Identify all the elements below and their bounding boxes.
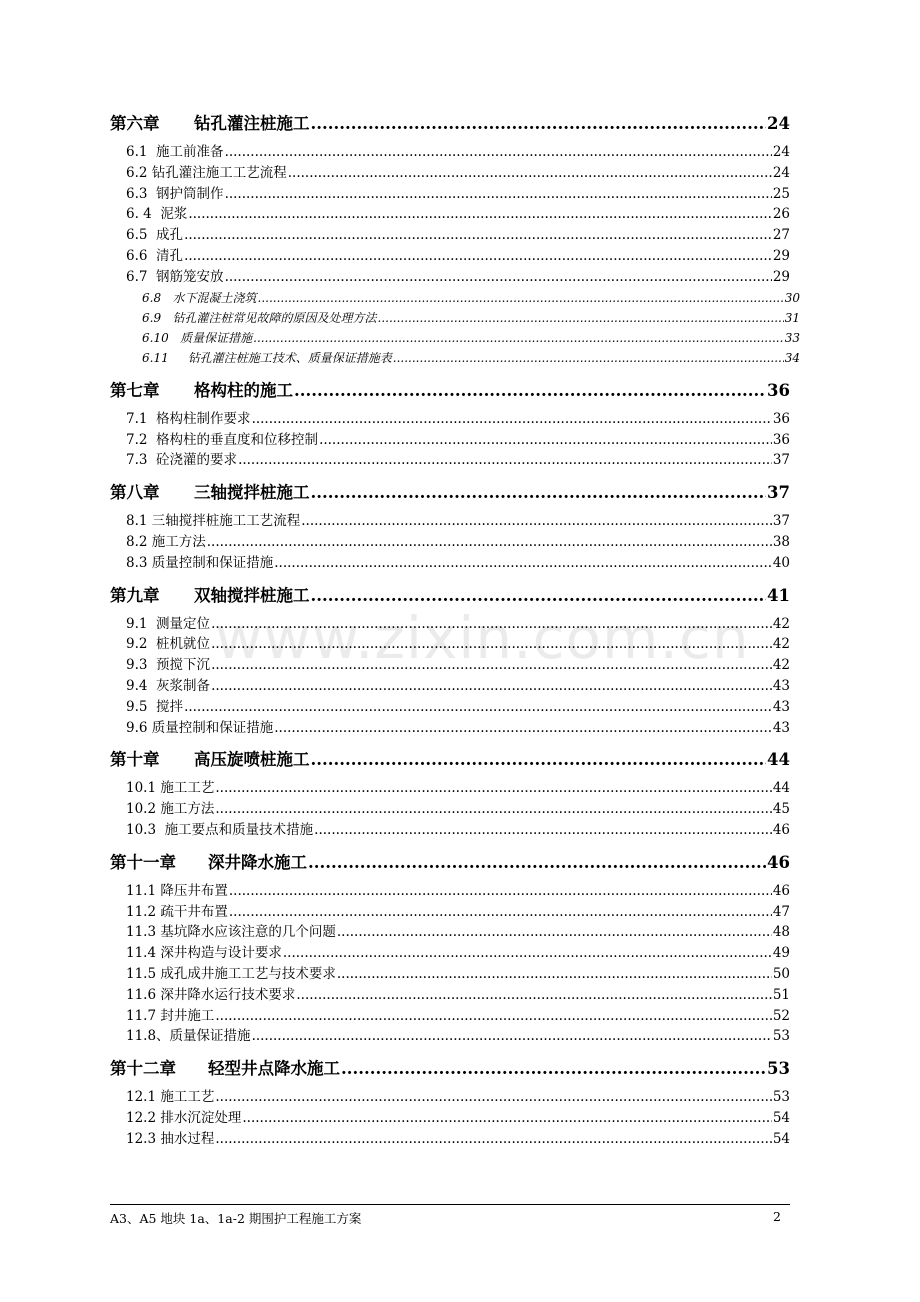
section-page-number: 42 — [772, 636, 790, 653]
chapter-label — [110, 851, 307, 875]
section-label: 11.2 疏干井布置 — [126, 903, 228, 920]
toc-section-entry[interactable] — [110, 246, 790, 267]
dot-leader — [311, 584, 767, 608]
toc-section-entry[interactable] — [110, 511, 790, 532]
toc-section-entry[interactable] — [110, 204, 790, 225]
chapter-number: 第六章 — [110, 114, 160, 133]
section-label: 11.4 深井构造与设计要求 — [126, 945, 282, 962]
dot-leader — [242, 1108, 771, 1129]
section-page-number: 27 — [772, 227, 790, 244]
chapter-title: 钻孔灌注桩施工 — [194, 114, 310, 133]
toc-section-entry[interactable] — [110, 1006, 790, 1027]
dot-leader — [225, 184, 772, 205]
toc-section-entry[interactable] — [110, 288, 800, 308]
section-label: 9.4 灰浆制备 — [126, 677, 211, 694]
dot-leader — [314, 820, 772, 841]
dot-leader — [184, 697, 772, 718]
chapter-page-number: 24 — [767, 114, 790, 133]
section-label: 7.3 砼浇灌的要求 — [126, 452, 238, 469]
section-label: 9.3 预搅下沉 — [126, 657, 211, 674]
dot-leader — [215, 1087, 771, 1108]
section-page-number: 30 — [784, 290, 800, 305]
dot-leader — [211, 655, 772, 676]
toc-chapter-entry[interactable] — [110, 1057, 790, 1081]
section-page-number: 42 — [772, 657, 790, 674]
dot-leader — [393, 348, 784, 368]
dot-leader — [215, 799, 771, 820]
dot-leader — [252, 409, 772, 430]
toc-section-entry[interactable] — [110, 881, 790, 902]
toc-section-entry[interactable] — [110, 697, 790, 718]
toc-section-entry[interactable] — [110, 964, 790, 985]
dot-leader — [319, 430, 772, 451]
section-label: 6.1 施工前准备 — [126, 144, 224, 160]
section-page-number: 51 — [772, 986, 790, 1003]
dot-leader — [184, 225, 772, 246]
section-label: 6.5 成孔 — [126, 227, 184, 244]
section-page-number: 26 — [772, 206, 790, 223]
section-label: 6.8 水下混凝土浇筑 — [142, 290, 257, 305]
section-label: 6.10 质量保证措施 — [142, 331, 253, 346]
toc-section-entry[interactable] — [110, 532, 790, 553]
footer-divider — [110, 1204, 790, 1205]
toc-chapter-entry[interactable] — [110, 481, 790, 505]
section-page-number: 24 — [772, 164, 790, 181]
toc-section-entry[interactable] — [110, 655, 790, 676]
toc-section-entry[interactable] — [110, 430, 790, 451]
spacer — [110, 369, 790, 379]
dot-leader — [215, 1006, 771, 1027]
section-label: 12.1 施工工艺 — [126, 1089, 215, 1106]
section-page-number: 52 — [772, 1007, 790, 1024]
section-page-number: 47 — [772, 903, 790, 920]
dot-leader — [311, 481, 767, 505]
chapter-title: 轻型井点降水施工 — [208, 1059, 340, 1079]
dot-leader — [274, 553, 772, 574]
chapter-page-number: 46 — [767, 852, 790, 872]
section-label: 7.2 格构柱的垂直度和位移控制 — [126, 431, 319, 448]
toc-section-entry[interactable] — [110, 1087, 790, 1108]
section-page-number: 49 — [772, 945, 790, 962]
section-label: 6.9 钻孔灌注桩常见故障的原因及处理方法 — [142, 310, 377, 325]
toc-section-entry[interactable] — [110, 799, 790, 820]
chapter-title: 双轴搅拌桩施工 — [194, 585, 310, 605]
section-label: 9.6 质量控制和保证措施 — [126, 719, 274, 736]
chapter-label — [110, 379, 293, 403]
chapter-number: 第十章 — [110, 750, 160, 770]
section-label: 6.2 钻孔灌注施工工艺流程 — [126, 164, 287, 181]
dot-leader — [294, 379, 766, 403]
toc-section-entry[interactable] — [110, 634, 790, 655]
section-page-number: 48 — [772, 924, 790, 941]
toc-chapter-entry[interactable] — [110, 584, 790, 608]
spacer — [110, 841, 790, 851]
dot-leader — [225, 142, 772, 163]
chapter-page-number: 53 — [767, 1059, 790, 1079]
section-label: 11.8、质量保证措施 — [126, 1028, 251, 1045]
dot-leader — [211, 676, 772, 697]
chapter-label — [110, 748, 310, 772]
toc-section-entry[interactable] — [110, 902, 790, 923]
toc-section-entry[interactable] — [110, 225, 790, 246]
section-label: 8.1 三轴搅拌桩施工工艺流程 — [126, 513, 301, 530]
section-page-number: 24 — [772, 144, 790, 160]
toc-section-entry[interactable] — [110, 308, 800, 328]
toc-section-entry[interactable] — [110, 184, 790, 205]
dot-leader — [207, 532, 772, 553]
dot-leader — [211, 614, 772, 635]
dot-leader — [184, 246, 772, 267]
toc-section-entry[interactable] — [110, 409, 790, 430]
section-label: 6. 4 泥浆 — [126, 206, 188, 223]
chapter-number: 第七章 — [110, 380, 160, 400]
dot-leader — [378, 308, 784, 328]
section-page-number: 42 — [772, 615, 790, 632]
section-label: 10.3 施工要点和质量技术措施 — [126, 821, 314, 838]
section-label: 11.3 基坑降水应该注意的几个问题 — [126, 924, 336, 941]
toc-section-entry[interactable] — [110, 267, 790, 288]
section-label: 6.6 清孔 — [126, 247, 184, 264]
section-page-number: 43 — [772, 719, 790, 736]
toc-chapter-entry[interactable] — [110, 748, 790, 772]
chapter-page-number: 44 — [767, 750, 790, 770]
toc-section-entry[interactable] — [110, 328, 800, 348]
footer-document-title: A3、A5 地块 1a、1a-2 期围护工程施工方案 — [110, 1211, 362, 1226]
watermark: www.zixin.com.cn — [215, 604, 750, 672]
section-page-number: 36 — [772, 410, 790, 427]
dot-leader — [301, 511, 772, 532]
section-label: 6.7 钢筋笼安放 — [126, 268, 224, 285]
section-label: 10.1 施工工艺 — [126, 780, 215, 797]
toc-section-entry[interactable] — [110, 348, 800, 368]
chapter-label — [110, 112, 310, 136]
section-page-number: 37 — [772, 452, 790, 469]
section-label: 10.2 施工方法 — [126, 801, 215, 818]
chapter-title: 格构柱的施工 — [194, 380, 293, 400]
section-page-number: 54 — [772, 1130, 790, 1147]
section-page-number: 37 — [772, 513, 790, 530]
toc-section-entry[interactable] — [110, 778, 790, 799]
section-page-number: 29 — [772, 268, 790, 285]
section-page-number: 43 — [772, 698, 790, 715]
spacer — [110, 574, 790, 584]
section-label: 8.2 施工方法 — [126, 533, 206, 550]
dot-leader — [283, 943, 772, 964]
chapter-label — [110, 481, 310, 505]
section-page-number: 54 — [772, 1109, 790, 1126]
toc-section-entry[interactable] — [110, 1108, 790, 1129]
toc-chapter-entry[interactable] — [110, 112, 790, 136]
toc-section-entry[interactable] — [110, 985, 790, 1006]
section-label: 6.3 钢护筒制作 — [126, 185, 224, 202]
toc-section-entry[interactable] — [110, 450, 790, 471]
section-page-number: 34 — [784, 351, 800, 366]
dot-leader — [296, 985, 771, 1006]
section-page-number: 46 — [772, 882, 790, 899]
chapter-page-number: 37 — [767, 483, 790, 503]
section-page-number: 46 — [772, 821, 790, 838]
dot-leader — [258, 288, 784, 308]
toc-section-entry[interactable] — [110, 820, 790, 841]
toc-section-entry[interactable] — [110, 718, 790, 739]
dot-leader — [215, 1129, 771, 1150]
dot-leader — [311, 112, 767, 136]
chapter-label — [110, 584, 310, 608]
chapter-title: 深井降水施工 — [208, 852, 307, 872]
toc-section-entry[interactable] — [110, 676, 790, 697]
section-page-number: 31 — [784, 310, 800, 325]
dot-leader — [308, 851, 766, 875]
chapter-label — [110, 1057, 340, 1081]
spacer — [110, 471, 790, 481]
dot-leader — [337, 922, 772, 943]
section-page-number: 36 — [772, 431, 790, 448]
section-page-number: 33 — [784, 331, 800, 346]
dot-leader — [229, 881, 772, 902]
section-label: 11.6 深井降水运行技术要求 — [126, 986, 296, 1003]
dot-leader — [215, 778, 771, 799]
toc-section-entry[interactable] — [110, 142, 790, 163]
dot-leader — [188, 204, 771, 225]
section-page-number: 44 — [772, 780, 790, 797]
section-page-number: 25 — [772, 185, 790, 202]
section-label: 11.1 降压井布置 — [126, 882, 228, 899]
section-label: 11.5 成孔成井施工工艺与技术要求 — [126, 965, 336, 982]
section-page-number: 53 — [772, 1089, 790, 1106]
toc-section-entry[interactable] — [110, 1129, 790, 1150]
section-label: 7.1 格构柱制作要求 — [126, 410, 251, 427]
toc-section-entry[interactable] — [110, 922, 790, 943]
toc-section-entry[interactable] — [110, 553, 790, 574]
dot-leader — [288, 163, 772, 184]
section-label: 9.1 测量定位 — [126, 615, 211, 632]
section-page-number: 53 — [772, 1028, 790, 1045]
dot-leader — [229, 902, 772, 923]
section-label: 12.2 排水沉淀处理 — [126, 1109, 242, 1126]
dot-leader — [225, 267, 772, 288]
section-page-number: 38 — [772, 533, 790, 550]
chapter-title: 三轴搅拌桩施工 — [194, 483, 310, 503]
dot-leader — [311, 748, 767, 772]
dot-leader — [274, 718, 772, 739]
toc-section-entry[interactable] — [110, 943, 790, 964]
section-page-number: 29 — [772, 247, 790, 264]
dot-leader — [252, 1026, 772, 1047]
chapter-number: 第八章 — [110, 483, 160, 503]
toc-chapter-entry[interactable] — [110, 379, 790, 403]
chapter-number: 第九章 — [110, 585, 160, 605]
section-page-number: 40 — [772, 554, 790, 571]
dot-leader — [238, 450, 772, 471]
dot-leader — [211, 634, 772, 655]
chapter-number: 第十一章 — [110, 852, 176, 872]
spacer — [110, 738, 790, 748]
section-label: 9.2 桩机就位 — [126, 636, 211, 653]
chapter-title: 高压旋喷桩施工 — [194, 750, 310, 770]
table-of-contents — [110, 112, 800, 1149]
toc-section-entry[interactable] — [110, 614, 790, 635]
dot-leader — [337, 964, 772, 985]
chapter-page-number: 41 — [767, 585, 790, 605]
section-page-number: 45 — [772, 801, 790, 818]
toc-chapter-entry[interactable] — [110, 851, 790, 875]
section-label: 6.11 钻孔灌注桩施工技术、质量保证措施表 — [142, 351, 392, 366]
section-label: 12.3 抽水过程 — [126, 1130, 215, 1147]
section-label: 9.5 搅拌 — [126, 698, 184, 715]
section-label: 11.7 封井施工 — [126, 1007, 215, 1024]
toc-section-entry[interactable] — [110, 163, 790, 184]
section-page-number: 50 — [772, 965, 790, 982]
dot-leader — [341, 1057, 766, 1081]
spacer — [110, 1047, 790, 1057]
footer-page-number: 2 — [773, 1209, 781, 1224]
chapter-page-number: 36 — [767, 380, 790, 400]
section-page-number: 43 — [772, 677, 790, 694]
chapter-number: 第十二章 — [110, 1059, 176, 1079]
toc-section-entry[interactable] — [110, 1026, 790, 1047]
section-label: 8.3 质量控制和保证措施 — [126, 554, 274, 571]
dot-leader — [253, 328, 784, 348]
